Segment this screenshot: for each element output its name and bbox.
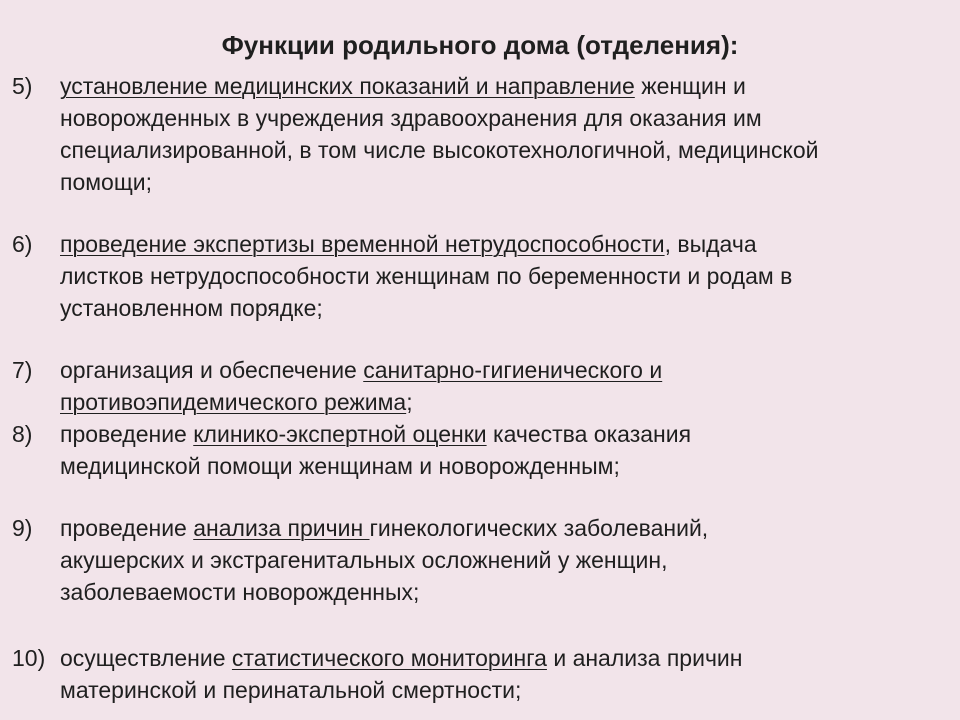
- underlined-phrase: противоэпидемического режима: [60, 389, 407, 415]
- text-line: [60, 292, 950, 324]
- underlined-phrase: санитарно-гигиенического и: [363, 357, 663, 383]
- item-text: [60, 228, 950, 324]
- text-segment: организация и обеспечение: [60, 357, 364, 383]
- text-segment: листков нетрудоспособности женщинам по беременности и родам в: [60, 263, 793, 289]
- text-line: [60, 674, 950, 706]
- item-number: 8): [12, 421, 33, 447]
- text-segment: и анализа причин: [546, 645, 743, 671]
- item-number: 10): [12, 645, 46, 671]
- text-segment: качества оказания: [486, 421, 692, 447]
- text-segment: акушерских и экстрагенитальных осложнений у женщин,: [60, 547, 668, 573]
- text-segment: материнской и перинатальной смертности;: [60, 677, 522, 703]
- text-segment: женщин и: [634, 73, 746, 99]
- item-text: [60, 512, 950, 608]
- slide-title: Функции родильного дома (отделения):: [221, 30, 739, 60]
- text-segment: установленном порядке;: [60, 295, 323, 321]
- text-segment: помощи;: [60, 169, 153, 195]
- underlined-phrase: анализа причин: [193, 515, 370, 541]
- item-text: [60, 418, 950, 482]
- text-segment: , выдача: [664, 231, 757, 257]
- text-line: [60, 354, 950, 386]
- item-text: [60, 354, 950, 418]
- underlined-phrase: статистического мониторинга: [231, 645, 547, 671]
- text-line: [60, 576, 950, 608]
- underlined-phrase: клинико-экспертной оценки: [193, 421, 487, 447]
- text-line: [60, 260, 950, 292]
- text-line: [60, 70, 950, 102]
- underlined-phrase: установление медицинских показаний и направление: [60, 73, 635, 99]
- text-segment: ;: [406, 389, 413, 415]
- text-segment: проведение: [60, 515, 194, 541]
- text-line: [60, 450, 950, 482]
- text-line: [60, 418, 950, 450]
- text-segment: проведение: [60, 421, 194, 447]
- text-segment: новорожденных в учреждения здравоохранения для оказания им: [60, 105, 762, 131]
- text-line: [60, 386, 950, 418]
- item-number: 7): [12, 357, 33, 383]
- text-segment: осуществление: [60, 645, 232, 671]
- text-line: [60, 544, 950, 576]
- item-text: [60, 70, 950, 198]
- text-line: [60, 642, 950, 674]
- text-line: [60, 166, 950, 198]
- underlined-phrase: проведение экспертизы временной нетрудоспособности: [60, 231, 665, 257]
- text-segment: медицинской помощи женщинам и новорожденным;: [60, 453, 620, 479]
- text-line: [60, 102, 950, 134]
- item-text: [60, 642, 950, 706]
- item-number: 9): [12, 515, 33, 541]
- text-line: [60, 512, 950, 544]
- text-segment: гинекологических заболеваний,: [369, 515, 709, 541]
- item-number: 5): [12, 73, 33, 99]
- text-segment: специализированной, в том числе высокотехнологичной, медицинской: [60, 137, 819, 163]
- text-line: [60, 134, 950, 166]
- text-segment: заболеваемости новорожденных;: [60, 579, 420, 605]
- text-line: [60, 228, 950, 260]
- item-number: 6): [12, 231, 33, 257]
